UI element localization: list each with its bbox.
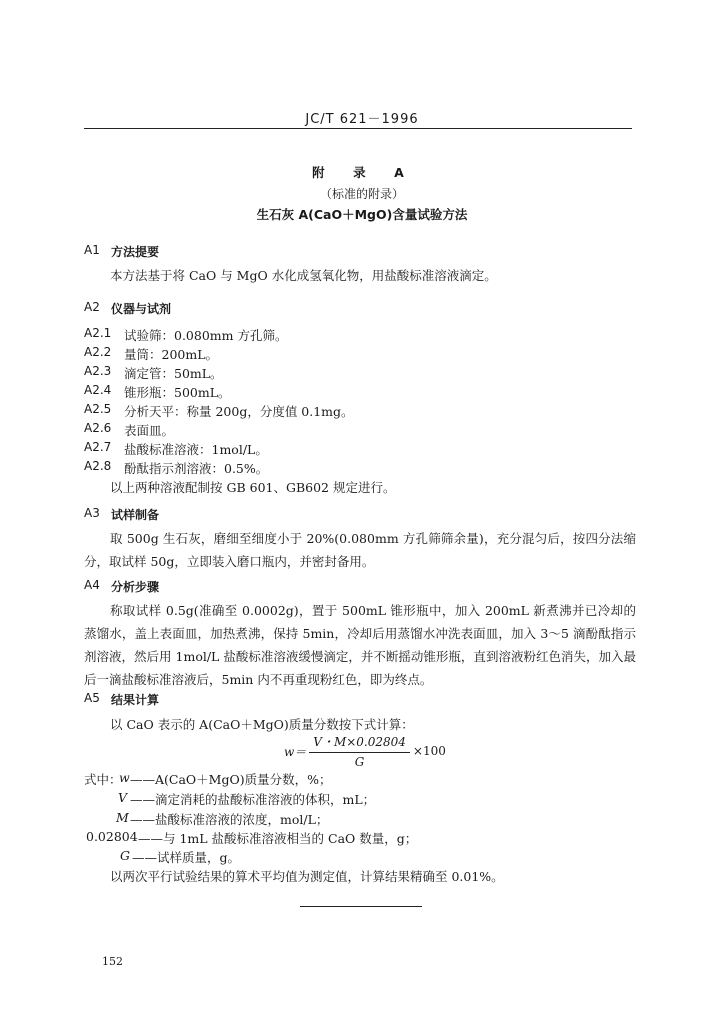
item-text: 滴定管：50mL。 <box>124 366 223 381</box>
item-text: 酚酞指示剂溶液：0.5%。 <box>124 461 269 476</box>
conclusion-text: 以两次平行试验结果的算术平均值为测定值，计算结果精确至 0.01%。 <box>110 869 504 884</box>
section-number-a5: A5 <box>84 691 100 705</box>
item-number: A2.8 <box>84 459 112 473</box>
section-title-a3: 试样制备 <box>111 508 160 522</box>
item-number: A2.6 <box>84 421 112 435</box>
item-text: 盐酸标准溶液：1mol/L。 <box>124 442 268 457</box>
item-text: 表面皿。 <box>124 423 175 438</box>
section-number-a2: A2 <box>84 300 100 314</box>
variable-symbol: M <box>116 810 129 825</box>
section-text-a1: 本方法基于将 CaO 与 MgO 水化成氢氧化物，用盐酸标准溶液滴定。 <box>110 268 497 283</box>
variable-symbol: 0.02804 <box>86 829 138 844</box>
item-number: A2.3 <box>84 364 112 378</box>
annex-main-title: 生石灰 A(CaO＋MgO)含量试验方法 <box>256 207 468 222</box>
variable-description: ——滴定消耗的盐酸标准溶液的体积，mL； <box>130 792 376 807</box>
calculation-intro: 以 CaO 表示的 A(CaO＋MgO)质量分数按下式计算： <box>110 717 414 732</box>
variable-description: ——与 1mL 盐酸标准溶液相当的 CaO 数量，g； <box>138 831 418 846</box>
header-rule <box>84 128 632 129</box>
item-text: 分析天平：称量 200g，分度值 0.1mg。 <box>124 404 354 419</box>
where-label: 式中： <box>84 772 122 787</box>
item-number: A2.1 <box>84 326 112 340</box>
formula-denominator: G <box>354 755 365 769</box>
formula-multiplier: ×100 <box>412 744 446 758</box>
formula-numerator: V・M×0.02804 <box>309 733 410 753</box>
section-number-a1: A1 <box>84 243 100 257</box>
end-rule <box>300 906 422 907</box>
variable-description: ——试样质量，g。 <box>132 850 241 865</box>
annex-note: （标准的附录） <box>319 187 404 201</box>
variable-symbol: G <box>120 848 130 863</box>
section-title-a2: 仪器与试剂 <box>111 302 172 316</box>
item-text: 试验筛：0.080mm 方孔筛。 <box>124 328 288 343</box>
item-number: A2.5 <box>84 402 112 416</box>
item-number: A2.7 <box>84 440 112 454</box>
reagent-note: 以上两种溶液配制按 GB 601、GB602 规定进行。 <box>110 480 396 495</box>
section-title-a1: 方法提要 <box>111 245 160 259</box>
section-title-a5: 结果计算 <box>111 693 160 707</box>
variable-description: ——A(CaO＋MgO)质量分数，%； <box>130 772 332 787</box>
section-text-a3: 取 500g 生石灰，磨细至细度小于 20%(0.080mm 方孔筛筛余量)，充分混匀后，按四分法缩分，取试样 50g，立即装入磨口瓶内，并密封备用。 <box>84 531 636 569</box>
item-number: A2.4 <box>84 383 112 397</box>
item-text: 量筒：200mL。 <box>124 347 219 362</box>
variable-symbol: w <box>119 770 130 785</box>
annex-title: 附 录 A <box>312 165 412 180</box>
variable-symbol: V <box>118 790 128 805</box>
variable-description: ——盐酸标准溶液的浓度，mol/L； <box>130 812 329 827</box>
page-number: 152 <box>102 955 123 968</box>
item-number: A2.2 <box>84 345 112 359</box>
result-formula <box>284 733 446 769</box>
section-number-a4: A4 <box>84 578 100 592</box>
formula-lhs: w＝ <box>284 744 307 759</box>
standard-code: JC/T 621－1996 <box>305 112 419 127</box>
formula-fraction <box>309 733 410 769</box>
section-number-a3: A3 <box>84 506 100 520</box>
item-text: 锥形瓶：500mL。 <box>124 385 231 400</box>
section-title-a4: 分析步骤 <box>111 580 160 594</box>
section-text-a4: 称取试样 0.5g(准确至 0.0002g)，置于 500mL 锥形瓶中，加入 200mL 新煮沸并已冷却的蒸馏水，盖上表面皿，加热煮沸，保持 5min，冷却后用蒸馏水冲洗表面皿，加入 3～5 滴酚酞指示剂溶液，然后用 1mol/L 盐酸标准溶液缓慢滴定，并不断摇动锥形瓶，直到溶液粉红色消失，加入最后一滴盐酸标准溶液后，5min 内不再重现粉红色，即为终点。 <box>84 603 636 687</box>
